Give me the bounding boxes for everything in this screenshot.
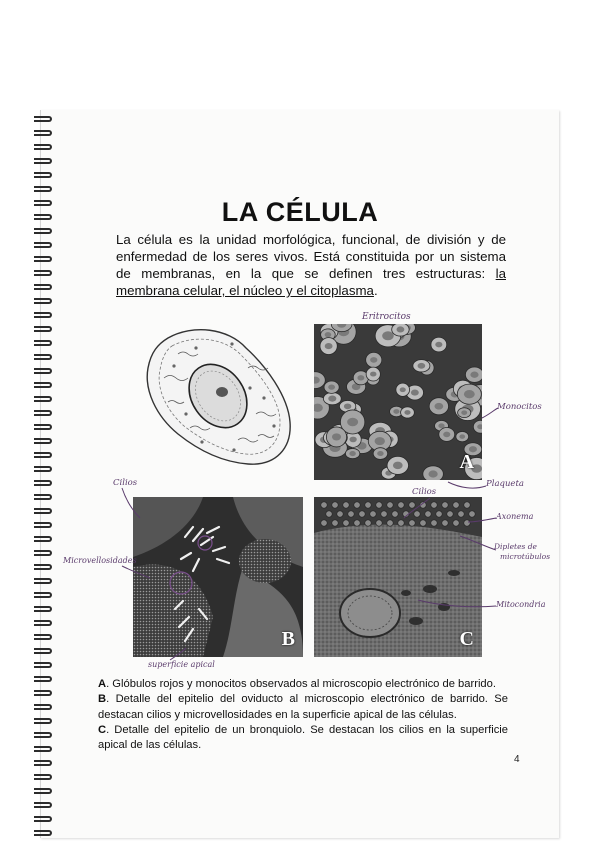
label-mitocondria: Mitocondria — [496, 600, 546, 609]
page-number: 4 — [514, 754, 520, 765]
caption-a-text: . Glóbulos rojos y monocitos observados al microscopio electrónico de barrido. — [106, 678, 496, 690]
label-axonema: Axonema — [496, 512, 534, 521]
figure-b-letter: B — [281, 628, 295, 650]
figure-a-letter: A — [459, 451, 474, 473]
label-microvellosidades: Microvellosidades — [63, 556, 137, 565]
label-plaqueta: Plaqueta — [486, 479, 524, 489]
caption-b — [98, 692, 508, 723]
label-eritrocitos: Eritrocitos — [362, 312, 411, 322]
caption-c — [98, 723, 508, 754]
label-cilios-c: Cilios — [412, 487, 437, 497]
intro-end: . — [373, 283, 378, 298]
caption-b-text: . Detalle del epitelio del oviducto al microscopio electrónico de barrido. Se destacan cilios y microvellosidades en la superficie apical de las células. — [98, 693, 508, 721]
label-monocitos: Monocitos — [497, 402, 542, 412]
intro-underlined-text: la membrana celular, el núcleo y el citoplasma — [116, 266, 506, 298]
caption-c-text: . Detalle del epitelio de un bronquiolo. Se destacan los cilios en la superficie apical de las células. — [98, 723, 508, 752]
caption-b-label: B — [98, 693, 107, 706]
page-title: LA CÉLULA — [221, 197, 379, 227]
caption-a — [98, 677, 508, 692]
figure-c-letter: C — [459, 628, 474, 650]
caption-c-label: C — [98, 723, 107, 736]
label-dipletes: Dipletes de — [494, 542, 537, 551]
caption-a-label: A — [98, 678, 107, 690]
label-cilios-b: Cilios — [113, 478, 138, 488]
label-superficie-apical: superficie apical — [148, 660, 215, 669]
label-microtubulos: microtúbulos — [500, 552, 551, 561]
figure-caption — [98, 677, 508, 753]
intro-text: La célula es la unidad morfológica, funcional, de división y de enfermedad de los seres vivos. Está constituida por un sistema de membranas, en la que se definen tres estructuras: — [116, 232, 506, 281]
